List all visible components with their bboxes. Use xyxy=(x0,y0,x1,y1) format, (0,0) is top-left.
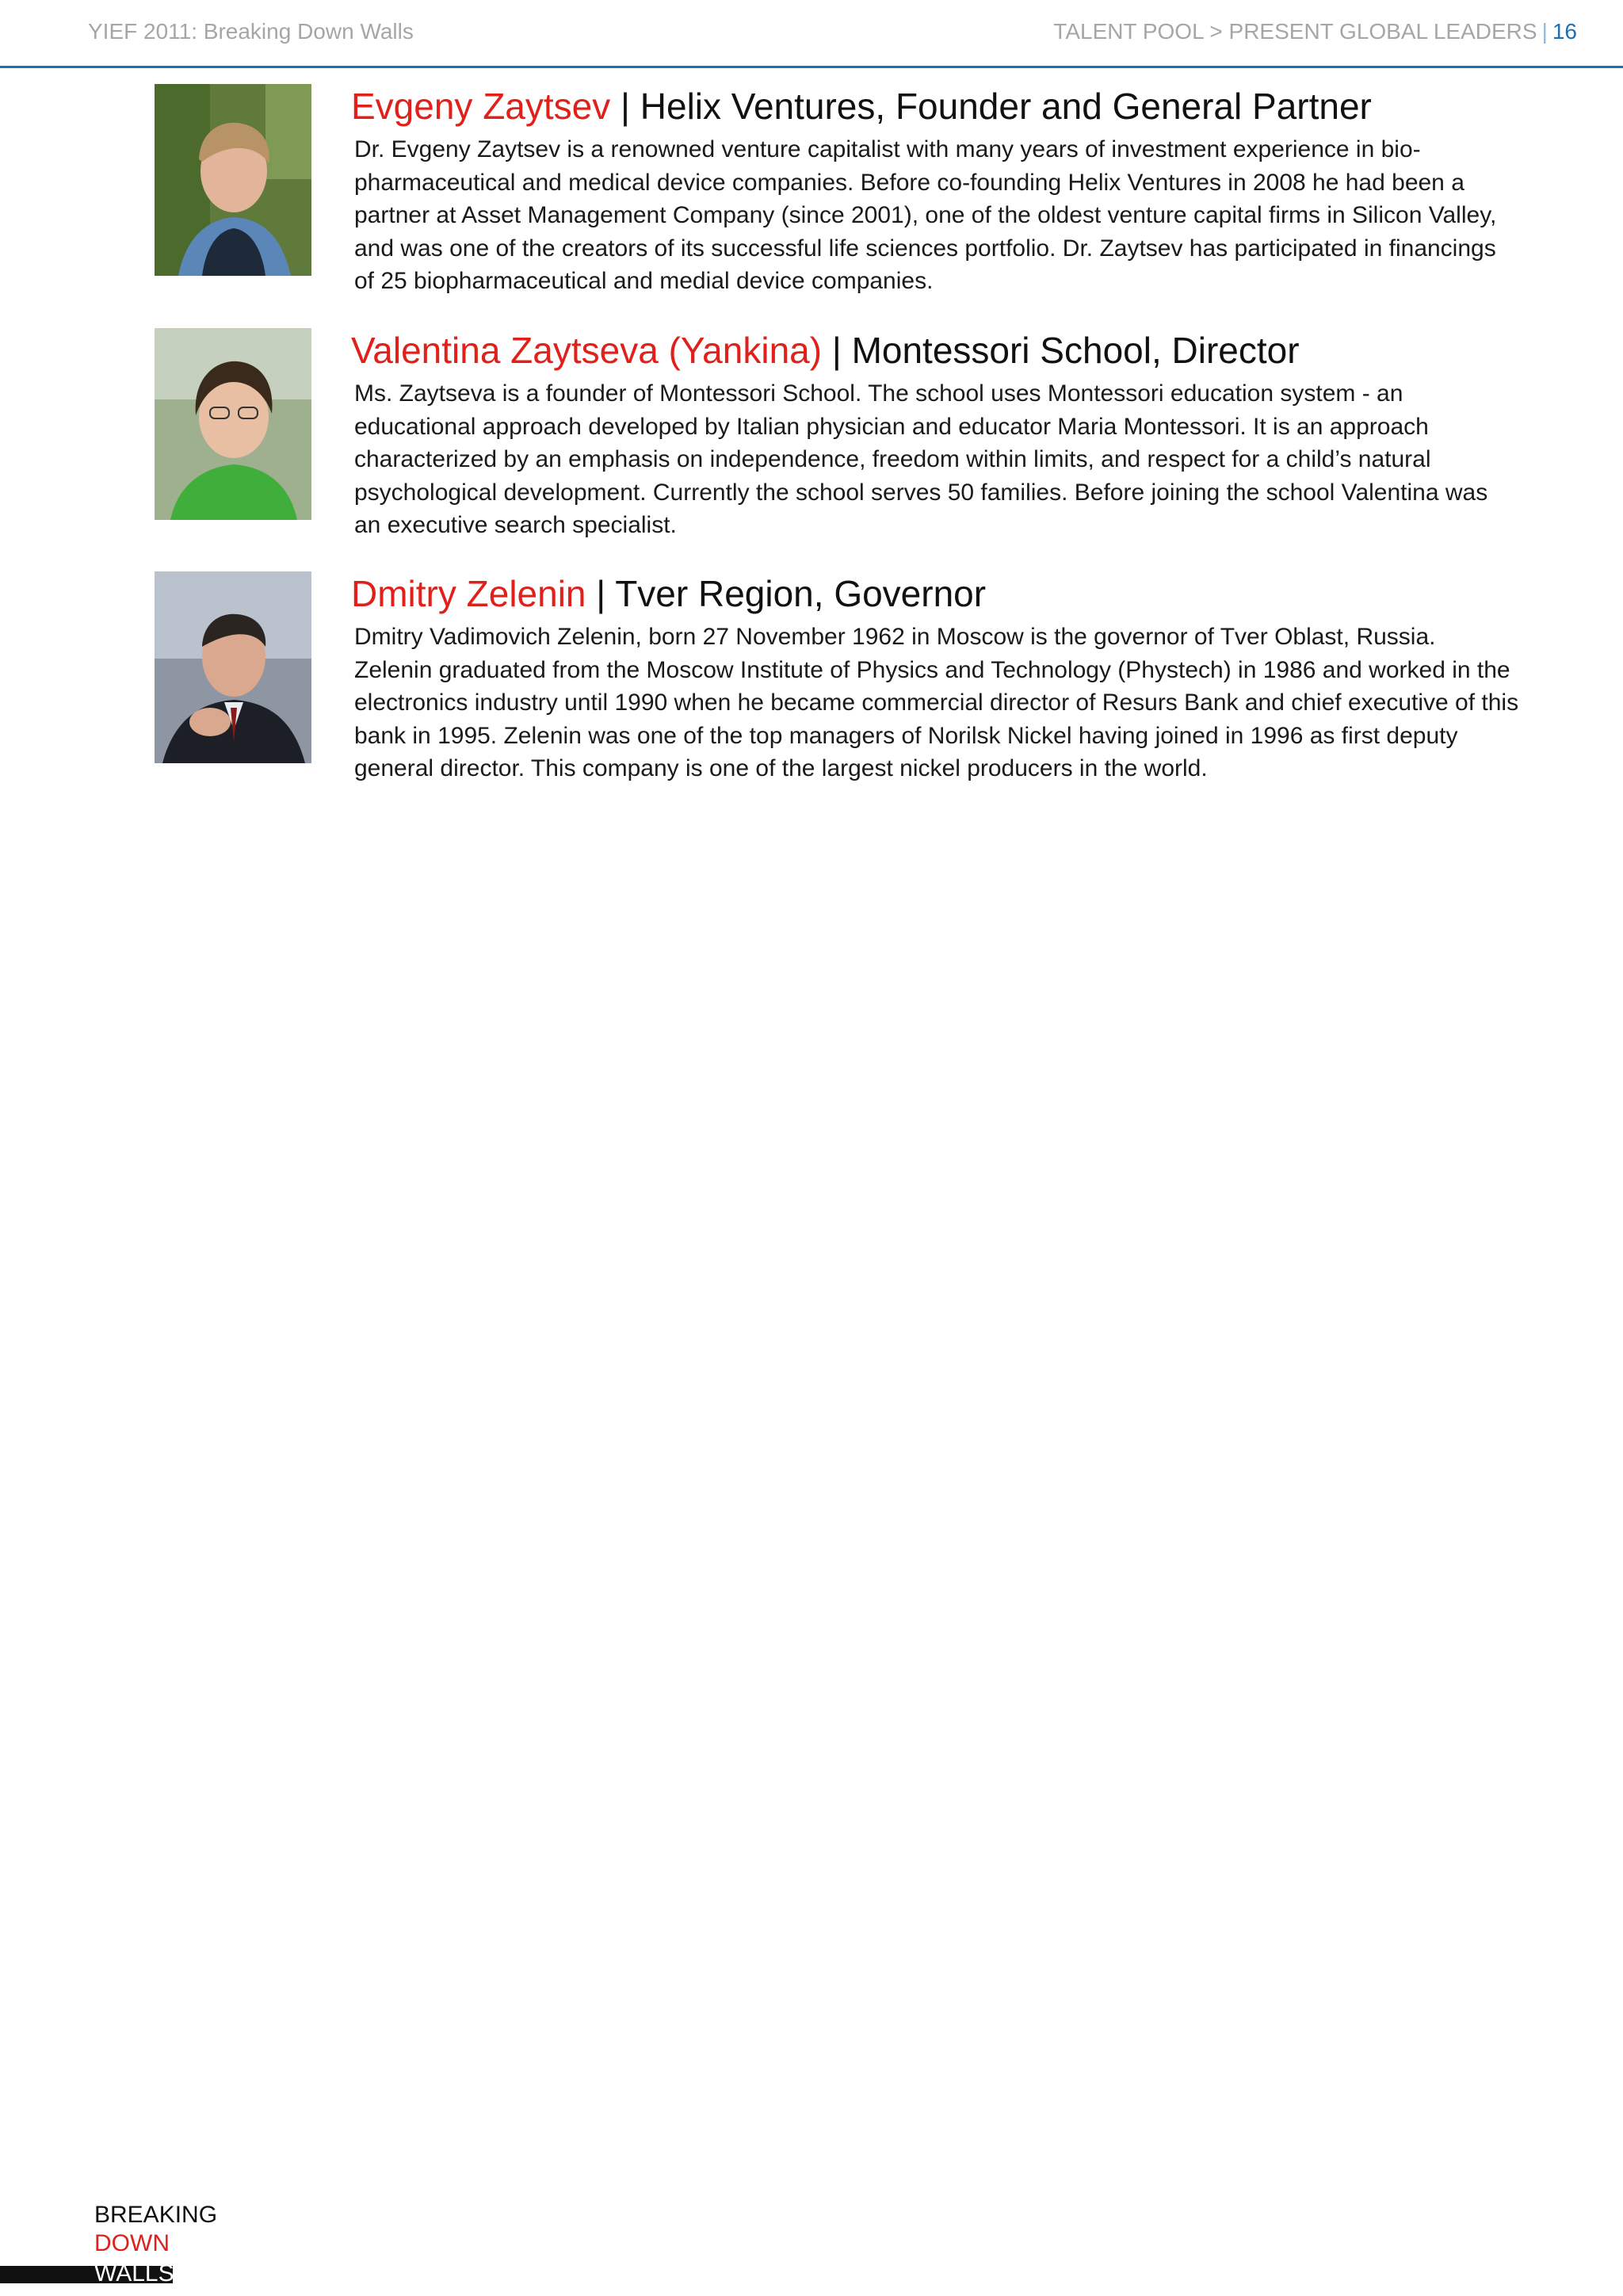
person-bio: Ms. Zaytseva is a founder of Montessori School. The school uses Montessori education system - an educational approach developed by Italian physician and educator Maria Montessori. It is an approach characterized by an emphasis on independence, freedom within limits, and respect for a child’s natural psychological development. Currently the school serves 50 families. Before joining the school Valentina was an executive search specialist. xyxy=(354,380,1488,538)
portrait-woman-green-shirt-icon xyxy=(155,328,311,520)
portrait-man-outdoor-icon xyxy=(155,84,311,276)
breaking-down-walls-logo xyxy=(0,2198,222,2296)
person-role: Helix Ventures, Founder and General Partner xyxy=(640,86,1372,127)
person-bio: Dr. Evgeny Zaytsev is a renowned venture capitalist with many years of investment experience in bio-pharmaceutical and medical device companies. Before co-founding Helix Ventures in 2008 he had been a partner at Asset Management Company (since 2001), one of the oldest venture capital firms in Silicon Valley, and was one of the creators of its successful life sciences portfolio. Dr. Zaytsev has participated in financings of 25 biopharmaceutical and medial device companies. xyxy=(354,136,1497,294)
logo-line-2: DOWN xyxy=(94,2230,170,2256)
heading-separator: | xyxy=(610,86,640,127)
logo-line-3: WALLS xyxy=(94,2260,174,2286)
heading-separator: | xyxy=(586,573,616,614)
logo-line-1: BREAKING xyxy=(94,2202,218,2228)
portrait-photo xyxy=(155,571,311,763)
person-role: Tver Region, Governor xyxy=(615,573,987,614)
header-separator: | xyxy=(1541,19,1548,44)
person-heading xyxy=(351,571,1587,616)
person-heading xyxy=(351,328,1587,372)
person-name: Valentina Zaytseva (Yankina) xyxy=(351,330,823,371)
page-number: 16 xyxy=(1552,19,1577,44)
person-heading xyxy=(351,84,1587,128)
portrait-photo xyxy=(155,84,311,276)
portrait-photo xyxy=(155,328,311,520)
person-bio: Dmitry Vadimovich Zelenin, born 27 November 1962 in Moscow is the governor of Tver Oblast, Russia. Zelenin graduated from the Moscow Institute of Physics and Technology (Phystech) in 1986 and worked in the electronics industry until 1990 when he became commercial director of Resurs Bank and chief executive of this bank in 1995. Zelenin was one of the top managers of Norilsk Nickel having joined in 1996 as first deputy general director. This company is one of the largest nickel producers in the world. xyxy=(354,624,1519,781)
person-name: Dmitry Zelenin xyxy=(351,573,586,614)
document-title: YIEF 2011: Breaking Down Walls xyxy=(88,19,414,44)
section-breadcrumb xyxy=(1053,19,1577,44)
page-header xyxy=(0,0,1623,68)
person-name: Evgeny Zaytsev xyxy=(351,86,611,127)
section-title: TALENT POOL > PRESENT GLOBAL LEADERS xyxy=(1053,19,1537,44)
heading-separator: | xyxy=(822,330,852,371)
person-role: Montessori School, Director xyxy=(851,330,1300,371)
portrait-man-suit-icon xyxy=(155,571,311,763)
